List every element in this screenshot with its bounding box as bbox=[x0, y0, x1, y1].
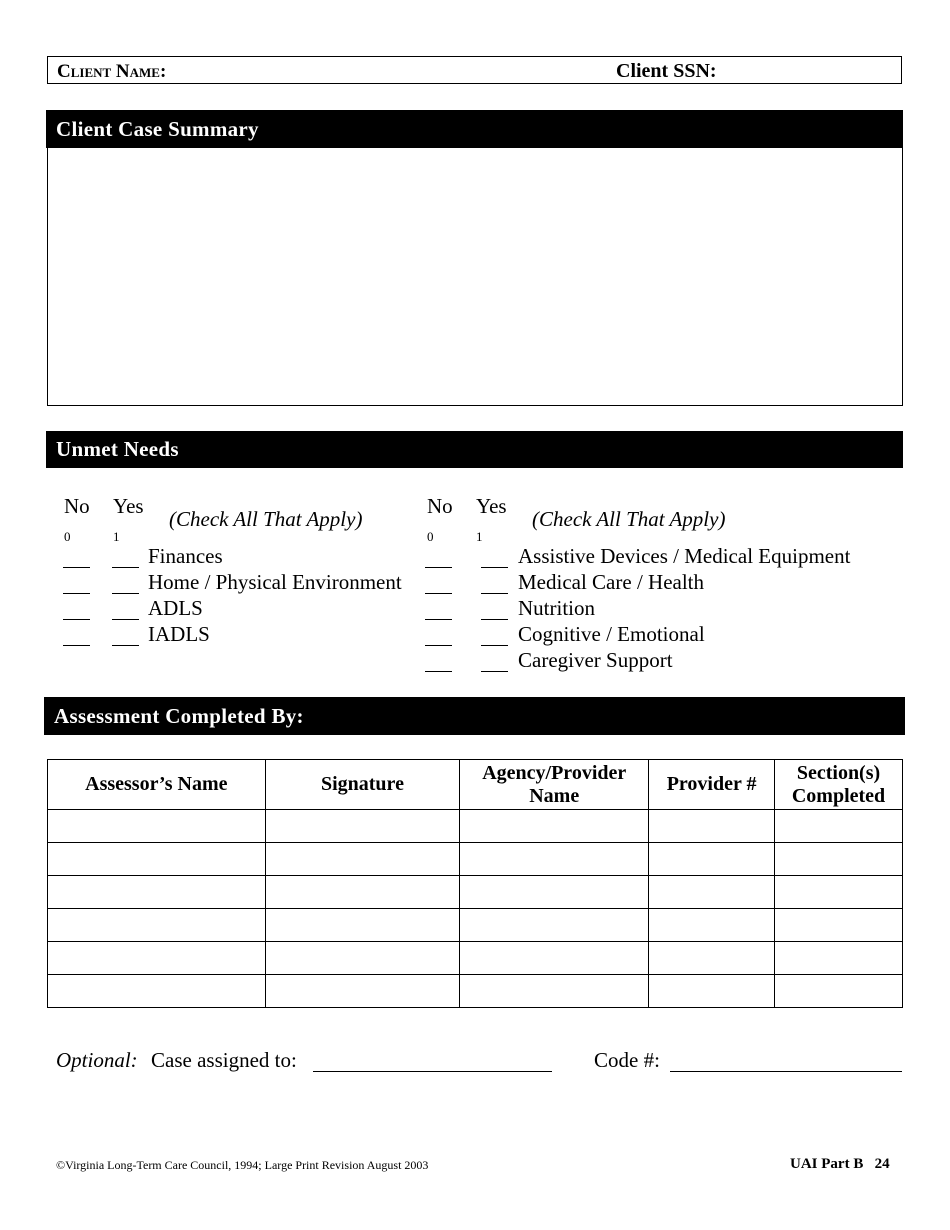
need-iadls: IADLS bbox=[148, 622, 210, 646]
client-name-label: Client Name: bbox=[57, 61, 167, 82]
need-home-environment: Home / Physical Environment bbox=[148, 570, 402, 594]
yes-checkbox-caregiver[interactable] bbox=[481, 671, 508, 672]
need-finances: Finances bbox=[148, 544, 223, 568]
table-cell[interactable] bbox=[775, 975, 903, 1008]
left-no-header: No bbox=[64, 494, 90, 518]
no-checkbox-caregiver[interactable] bbox=[425, 671, 452, 672]
table-cell[interactable] bbox=[460, 843, 649, 876]
case-summary-textarea[interactable] bbox=[47, 148, 903, 406]
yes-checkbox-finances[interactable] bbox=[112, 567, 139, 568]
table-cell[interactable] bbox=[265, 909, 460, 942]
no-checkbox-finances[interactable] bbox=[63, 567, 90, 568]
table-cell[interactable] bbox=[649, 843, 775, 876]
right-no-code: 0 bbox=[427, 529, 434, 544]
right-no-header: No bbox=[427, 494, 453, 518]
optional-label: Optional: bbox=[56, 1048, 138, 1072]
table-cell[interactable] bbox=[265, 975, 460, 1008]
table-cell[interactable] bbox=[775, 909, 903, 942]
case-assigned-label: Case assigned to: bbox=[151, 1048, 297, 1072]
col-agency-provider-name: Agency/Provider Name bbox=[460, 760, 649, 810]
no-checkbox-medical[interactable] bbox=[425, 593, 452, 594]
table-row bbox=[48, 810, 903, 843]
right-yes-header: Yes bbox=[476, 494, 507, 518]
table-row bbox=[48, 843, 903, 876]
col-sections-completed: Section(s) Completed bbox=[775, 760, 903, 810]
assessment-header: Assessment Completed By: bbox=[44, 697, 905, 735]
left-yes-header: Yes bbox=[113, 494, 144, 518]
table-cell[interactable] bbox=[48, 876, 266, 909]
left-yes-code: 1 bbox=[113, 529, 120, 544]
code-field[interactable] bbox=[670, 1071, 902, 1072]
right-yes-code: 1 bbox=[476, 529, 483, 544]
table-header-row bbox=[48, 760, 903, 810]
unmet-needs-header: Unmet Needs bbox=[46, 431, 903, 468]
need-caregiver-support: Caregiver Support bbox=[518, 648, 673, 672]
no-checkbox-nutrition[interactable] bbox=[425, 619, 452, 620]
code-label: Code #: bbox=[594, 1048, 660, 1072]
table-cell[interactable] bbox=[775, 876, 903, 909]
table-cell[interactable] bbox=[48, 843, 266, 876]
left-no-code: 0 bbox=[64, 529, 71, 544]
table-cell[interactable] bbox=[48, 975, 266, 1008]
table-cell[interactable] bbox=[775, 942, 903, 975]
table-cell[interactable] bbox=[460, 876, 649, 909]
yes-checkbox-iadls[interactable] bbox=[112, 645, 139, 646]
need-nutrition: Nutrition bbox=[518, 596, 595, 620]
table-cell[interactable] bbox=[265, 843, 460, 876]
no-checkbox-assistive[interactable] bbox=[425, 567, 452, 568]
assessor-table bbox=[47, 759, 903, 1008]
case-summary-header: Client Case Summary bbox=[46, 110, 903, 148]
table-cell[interactable] bbox=[460, 942, 649, 975]
yes-checkbox-nutrition[interactable] bbox=[481, 619, 508, 620]
table-cell[interactable] bbox=[649, 810, 775, 843]
col-assessor-name: Assessor’s Name bbox=[48, 760, 266, 810]
table-cell[interactable] bbox=[48, 909, 266, 942]
no-checkbox-home[interactable] bbox=[63, 593, 90, 594]
table-cell[interactable] bbox=[460, 909, 649, 942]
table-cell[interactable] bbox=[265, 876, 460, 909]
table-cell[interactable] bbox=[775, 810, 903, 843]
table-cell[interactable] bbox=[460, 975, 649, 1008]
table-cell[interactable] bbox=[775, 843, 903, 876]
need-adls: ADLS bbox=[148, 596, 203, 620]
table-row bbox=[48, 876, 903, 909]
yes-checkbox-cognitive[interactable] bbox=[481, 645, 508, 646]
table-row bbox=[48, 975, 903, 1008]
table-cell[interactable] bbox=[649, 942, 775, 975]
table-cell[interactable] bbox=[460, 810, 649, 843]
no-checkbox-cognitive[interactable] bbox=[425, 645, 452, 646]
table-cell[interactable] bbox=[265, 810, 460, 843]
table-cell[interactable] bbox=[48, 810, 266, 843]
yes-checkbox-assistive[interactable] bbox=[481, 567, 508, 568]
table-cell[interactable] bbox=[48, 942, 266, 975]
col-provider-number: Provider # bbox=[649, 760, 775, 810]
right-instruction: (Check All That Apply) bbox=[532, 507, 726, 531]
footer-page-number: UAI Part B 24 bbox=[790, 1156, 890, 1172]
need-medical-care: Medical Care / Health bbox=[518, 570, 705, 594]
yes-checkbox-home[interactable] bbox=[112, 593, 139, 594]
footer-copyright: ©Virginia Long-Term Care Council, 1994; Large Print Revision August 2003 bbox=[56, 1158, 429, 1172]
no-checkbox-iadls[interactable] bbox=[63, 645, 90, 646]
table-cell[interactable] bbox=[649, 975, 775, 1008]
table-cell[interactable] bbox=[265, 942, 460, 975]
client-ssn-label: Client SSN: bbox=[616, 60, 717, 82]
no-checkbox-adls[interactable] bbox=[63, 619, 90, 620]
yes-checkbox-adls[interactable] bbox=[112, 619, 139, 620]
col-signature: Signature bbox=[265, 760, 460, 810]
case-assigned-field[interactable] bbox=[313, 1071, 552, 1072]
left-instruction: (Check All That Apply) bbox=[169, 507, 363, 531]
need-cognitive-emotional: Cognitive / Emotional bbox=[518, 622, 705, 646]
table-row bbox=[48, 942, 903, 975]
need-assistive-devices: Assistive Devices / Medical Equipment bbox=[518, 544, 851, 568]
client-info-box bbox=[47, 56, 902, 84]
table-cell[interactable] bbox=[649, 876, 775, 909]
table-cell[interactable] bbox=[649, 909, 775, 942]
table-row bbox=[48, 909, 903, 942]
yes-checkbox-medical[interactable] bbox=[481, 593, 508, 594]
